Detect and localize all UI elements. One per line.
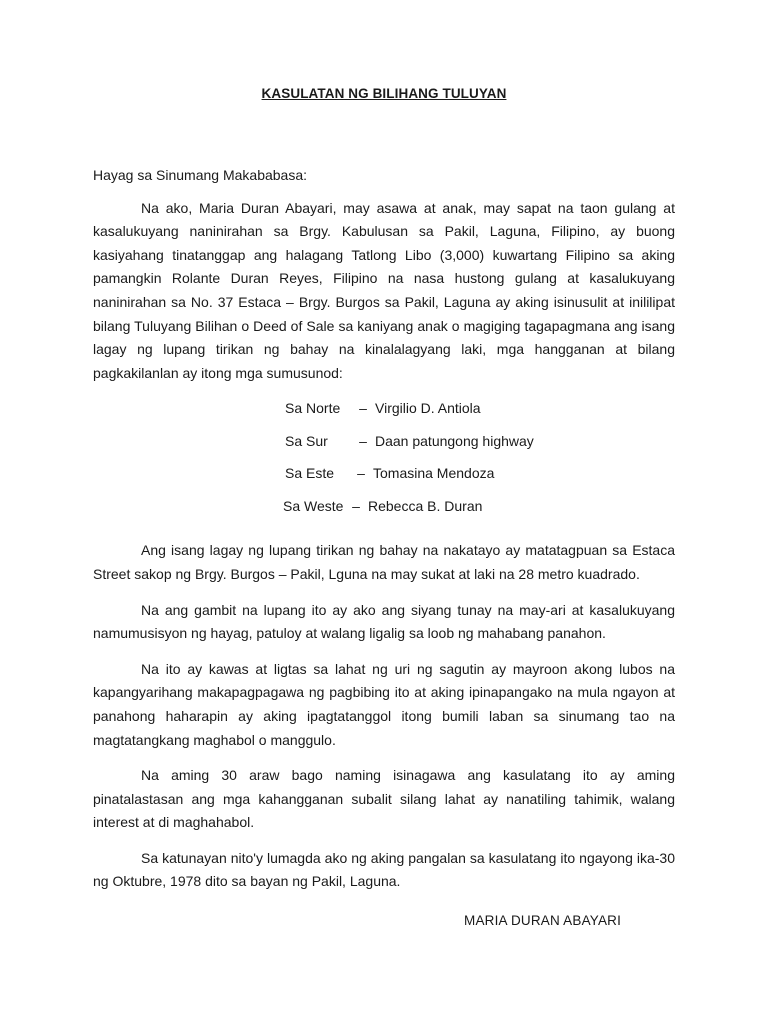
boundary-dash: – [352,497,360,514]
boundary-direction: Sa Este [285,465,335,482]
boundary-dash: – [357,465,365,482]
boundary-direction: Sa Sur [285,432,328,449]
boundary-dash: – [359,432,367,449]
boundary-dash: – [359,400,367,417]
boundary-name: Rebecca B. Duran [368,497,483,514]
boundary-south [285,430,675,463]
boundary-east [285,462,675,495]
attestation-paragraph: Sa katunayan nito'y lumagda ako ng aking pangalan sa kasulatang ito ngayong ika-30 ng Oktubre, 1978 dito sa bayan ng Pakil, Laguna. [93,849,675,890]
boundaries-list [93,397,675,527]
boundary-north [285,397,675,430]
intro-paragraph: Na ako, Maria Duran Abayari, may asawa at anak, may sapat na taon gulang at kasalukuyang naninirahan sa Brgy. Kabulusan sa Pakil, Laguna, Filipino, ay buong kasiyahang tinatanggap ang halagang Tatlong Libo (3,000) kuwartang Filipino sa aking pamangkin Rolante Duran Reyes, Filipino na nasa hustong gulang at kasalukuyang naninirahan sa No. 37 Estaca – Brgy. Burgos sa Pakil, Laguna ay aking isinusulit at inililipat bilang Tuluyang Bilihan o Deed of Sale sa kaniyang anak o magiging tagapagmana ang isang lagay ng lupang tirikan ng bahay na kinalalagyang laki, mga hangganan at bilang pagkakilanlan ay itong mga sumusunod: [93,199,675,381]
boundary-name: Daan patungong highway [375,432,534,449]
boundary-direction: Sa Norte [285,400,341,417]
document-title: KASULATAN NG BILIHANG TULUYAN [261,86,507,101]
warranty-paragraph: Na ito ay kawas at ligtas sa lahat ng uri ng sagutin ay mayroon akong lubos na kapangyarihang makapagpagawa ng pagbibing ito at aking ipinapangako na mula ngayon at panahong haharapin ay aking ipagtatanggol itong bumili laban sa sinumang tao na magtatangkang maghabol o manggulo. [93,660,675,748]
boundary-name: Virgilio D. Antiola [375,400,481,417]
notice-paragraph: Na aming 30 araw bago naming isinagawa ang kasulatang ito ay aming pinatalastasan ang mga kahangganan subalit silang lahat ay nanatiling tahimik, walang interest at di maghahabol. [93,767,675,831]
boundary-name: Tomasina Mendoza [373,465,495,482]
signatory-name: MARIA DURAN ABAYARI [464,913,622,928]
location-paragraph: Ang isang lagay ng lupang tirikan ng bahay na nakatayo ay matatagpuan sa Estaca Street sakop ng Brgy. Burgos – Pakil, Lguna na may sukat at laki na 28 metro kuadrado. [93,542,675,582]
ownership-paragraph: Na ang gambit na lupang ito ay ako ang siyang tunay na may-ari at kasalukuyang namumusisyon ng hayag, patuloy at walang ligalig sa loob ng mahabang panahon. [93,601,675,642]
salutation: Hayag sa Sinumang Makababasa: [93,167,308,183]
boundary-west [283,495,675,528]
boundary-direction: Sa Weste [283,497,344,514]
document-body [93,164,675,906]
